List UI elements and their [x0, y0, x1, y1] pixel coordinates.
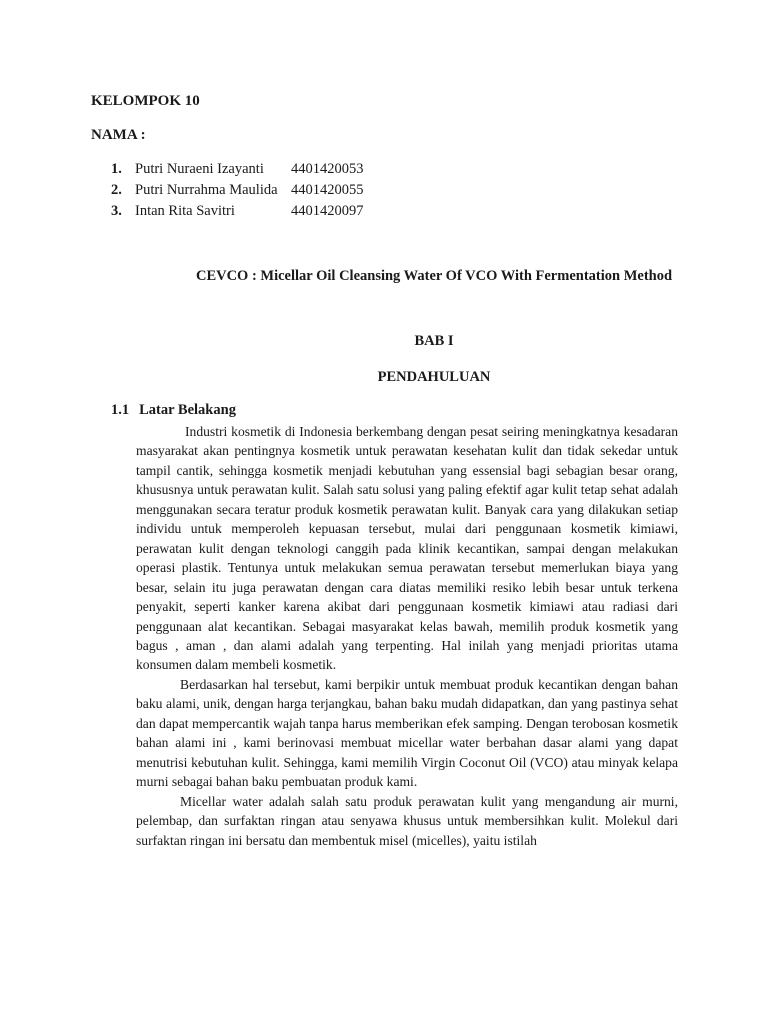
member-nim: 4401420097 — [291, 203, 364, 219]
chapter-number: BAB I — [414, 333, 454, 349]
member-list — [111, 159, 364, 222]
section-title: Latar Belakang — [139, 402, 236, 418]
document-title: CEVCO : Micellar Oil Cleansing Water Of VCO With Fermentation Method — [195, 268, 673, 284]
name-label: NAMA : — [91, 127, 146, 143]
member-number: 3. — [111, 203, 122, 219]
section-heading — [111, 402, 236, 419]
member-nim: 4401420053 — [291, 161, 364, 177]
member-item — [111, 180, 364, 201]
member-name: Putri Nuraeni Izayanti — [135, 161, 264, 177]
paragraph: Berdasarkan hal tersebut, kami berpikir untuk membuat produk kecantikan dengan bahan baku alami, unik, dengan harga terjangkau, bahan baku mudah didapatkan, dan yang pastinya sehat dan dapat mempercantik wajah tanpa harus memberikan efek samping. Dengan terobosan kosmetik bahan alami ini , kami berinovasi membuat micellar water berbahan dasar alami yang dapat menutrisi kebutuhan kulit. Sehingga, kami memilih Virgin Coconut Oil (VCO) atau minyak kelapa murni sebagai bahan baku pembuatan produk kami. — [136, 676, 678, 790]
member-number: 2. — [111, 182, 122, 198]
member-nim: 4401420055 — [291, 182, 364, 198]
member-item — [111, 159, 364, 180]
section-number: 1.1 — [111, 402, 130, 418]
paragraph: Industri kosmetik di Indonesia berkembang dengan pesat seiring meningkatnya kesadaran masyarakat akan pentingnya kosmetik untuk perawatan kesehatan kulit dan tidak sekedar untuk tampil cantik, sehingga kosmetik menjadi kebutuhan yang essensial bagi sebagian besar orang, khususnya untuk perawatan kulit. Salah satu solusi yang paling efektif agar kulit tetap sehat adalah menggunakan secara teratur produk kosmetik perawatan kulit. Banyak cara yang dilakukan setiap individu untuk memperoleh kepuasan tersebut, mulai dari penggunaan kosmetik kimiawi, perawatan kulit dengan teknologi canggih pada klinik kecantikan, sampai dengan melakukan operasi plastik. Tentunya untuk melakukan semua perawatan tersebut memerlukan biaya yang besar, selain itu juga perawatan dengan cara diatas memiliki resiko lebih besar untuk terkena penyakit, seperti kanker karena akibat dari penggunaan kosmetik kimiawi atau radiasi dari penggunaan alat kecantikan. Sebagai masyarakat kelas bawah, memilih produk kosmetik yang bagus , aman , dan alami adalah yang terpenting. Hal inilah yang menjadi prioritas utama konsumen dalam membeli kosmetik. — [136, 424, 678, 673]
member-number: 1. — [111, 161, 122, 177]
member-item — [111, 201, 364, 222]
chapter-title: PENDAHULUAN — [377, 369, 491, 385]
member-name: Intan Rita Savitri — [135, 203, 235, 219]
group-title: KELOMPOK 10 — [91, 93, 200, 109]
body-text — [136, 422, 678, 850]
member-name: Putri Nurrahma Maulida — [135, 182, 278, 198]
paragraph: Micellar water adalah salah satu produk perawatan kulit yang mengandung air murni, pelembap, dan surfaktan ringan atau senyawa khusus untuk membersihkan kulit. Molekul dari surfaktan ringan ini bersatu dan membentuk misel (micelles), yaitu istilah — [136, 793, 678, 848]
